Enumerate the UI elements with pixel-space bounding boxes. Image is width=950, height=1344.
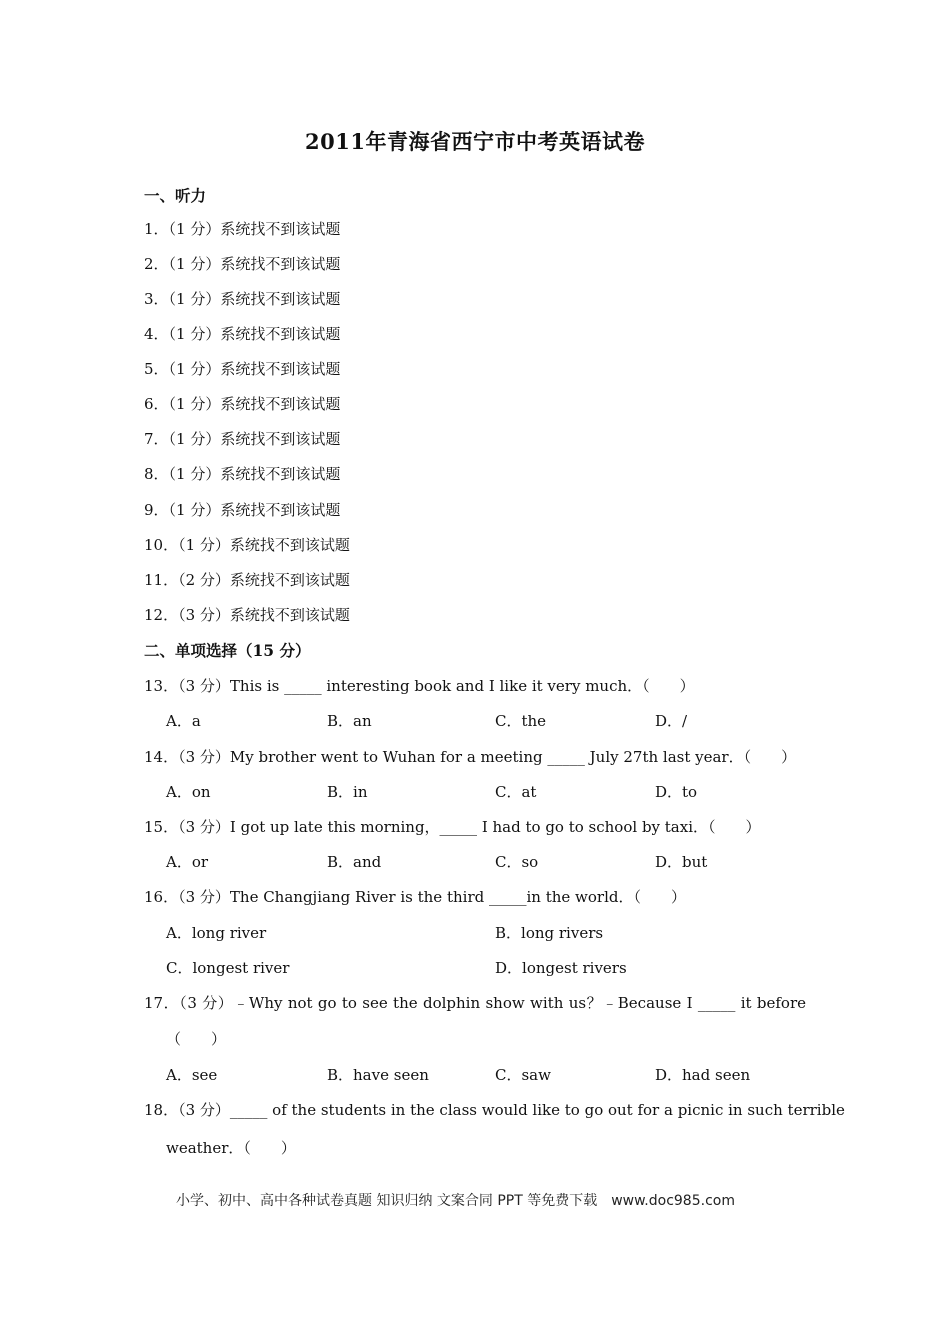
- question-13-stem: 13．（3 分）This is _____ interesting book and I like it very much．（ ）: [144, 677, 695, 695]
- question-13-option-a: A．a: [166, 712, 201, 730]
- listening-item-2: 2．（1 分）系统找不到该试题: [144, 255, 341, 273]
- question-14-option-b: B．in: [327, 783, 368, 801]
- listening-item-12: 12．（3 分）系统找不到该试题: [144, 606, 350, 624]
- footer-promo-text: 小学、初中、高中各种试卷真题 知识归纳 文案合同 PPT 等免费下载 www.doc985.com: [176, 1193, 735, 1209]
- listening-item-6: 6．（1 分）系统找不到该试题: [144, 395, 341, 413]
- listening-item-5: 5．（1 分）系统找不到该试题: [144, 360, 341, 378]
- listening-item-7: 7．（1 分）系统找不到该试题: [144, 430, 341, 448]
- question-14-option-d: D．to: [655, 783, 698, 801]
- listening-item-10: 10．（1 分）系统找不到该试题: [144, 536, 350, 554]
- question-17-stem-continued: （ ）: [166, 1030, 227, 1048]
- question-17-option-a: A．see: [166, 1066, 218, 1084]
- question-18-stem-continued: weather．（ ）: [166, 1139, 296, 1157]
- question-17-stem: 17．（3 分）﹣Why not go to see the dolphin show with us？﹣Because I _____ it before: [144, 994, 806, 1012]
- section-heading-listening: 一、听力: [144, 186, 207, 205]
- listening-item-9: 9．（1 分）系统找不到该试题: [144, 501, 341, 519]
- listening-item-1: 1．（1 分）系统找不到该试题: [144, 220, 341, 238]
- question-15-option-b: B．and: [327, 853, 382, 871]
- listening-item-4: 4．（1 分）系统找不到该试题: [144, 325, 341, 343]
- question-18-stem: 18．（3 分）_____ of the students in the class would like to go out for a picnic in such terrible: [144, 1101, 845, 1119]
- question-13-option-d: D．/: [655, 712, 688, 730]
- question-15-option-a: A．or: [166, 853, 209, 871]
- question-14-stem: 14．（3 分）My brother went to Wuhan for a meeting _____ July 27th last year．（ ）: [144, 748, 797, 766]
- question-17-option-d: D．had seen: [655, 1066, 751, 1084]
- listening-item-3: 3．（1 分）系统找不到该试题: [144, 290, 341, 308]
- question-16-option-a: A．long river: [166, 924, 267, 942]
- listening-item-8: 8．（1 分）系统找不到该试题: [144, 465, 341, 483]
- question-13-option-c: C．the: [495, 712, 547, 730]
- question-13-option-b: B．an: [327, 712, 372, 730]
- question-14-option-a: A．on: [166, 783, 211, 801]
- question-17-option-c: C．saw: [495, 1066, 551, 1084]
- question-16-option-c: C．longest river: [166, 959, 290, 977]
- question-14-option-c: C．at: [495, 783, 537, 801]
- question-15-option-c: C．so: [495, 853, 539, 871]
- section-heading-choice: 二、单项选择（15 分）: [144, 641, 311, 660]
- question-16-stem: 16．（3 分）The Changjiang River is the third _____in the world．（ ）: [144, 888, 686, 906]
- question-16-option-b: B．long rivers: [495, 924, 604, 942]
- question-17-option-b: B．have seen: [327, 1066, 429, 1084]
- page-title: 2011年青海省西宁市中考英语试卷: [305, 129, 645, 154]
- question-15-stem: 15．（3 分）I got up late this morning，_____ I had to go to school by taxi．（ ）: [144, 818, 761, 836]
- question-16-option-d: D．longest rivers: [495, 959, 627, 977]
- question-15-option-d: D．but: [655, 853, 708, 871]
- listening-item-11: 11．（2 分）系统找不到该试题: [144, 571, 350, 589]
